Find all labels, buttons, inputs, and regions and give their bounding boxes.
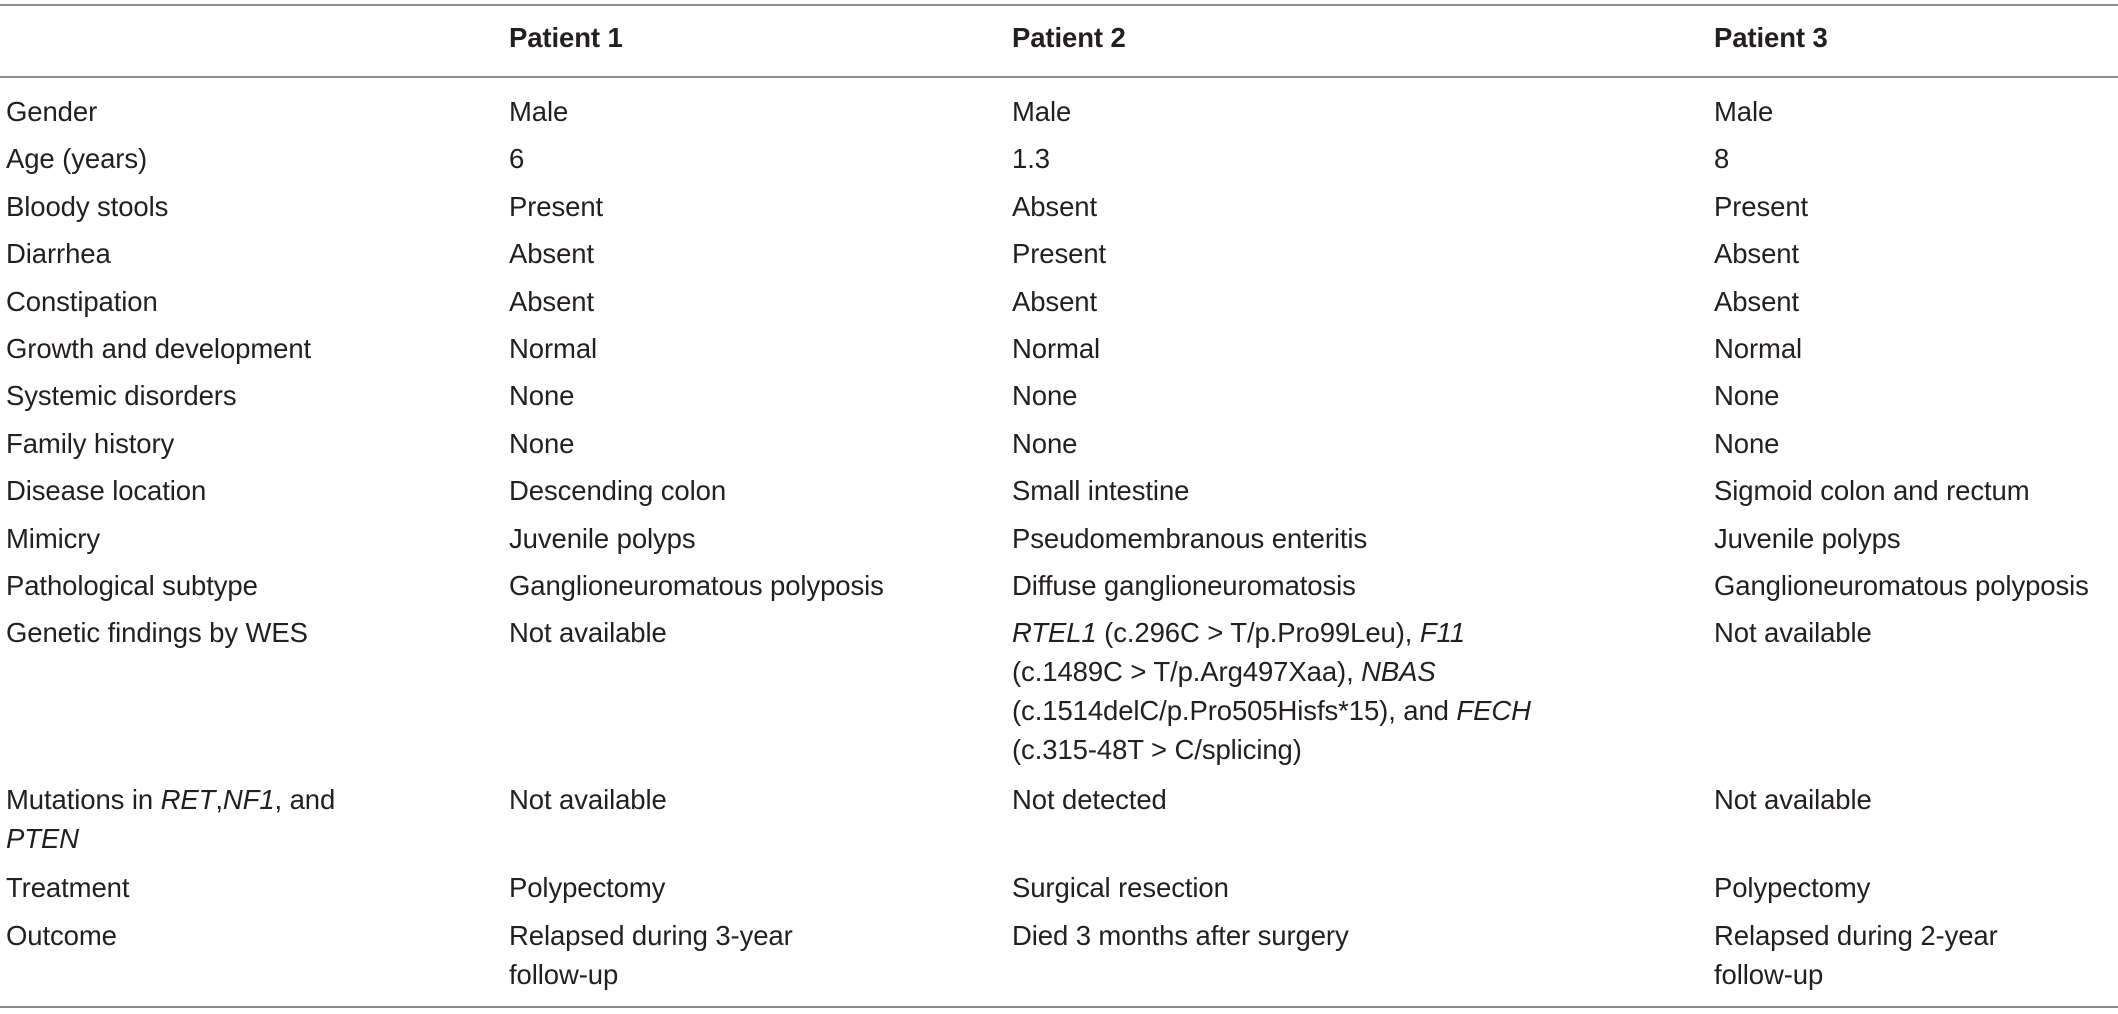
row-label: Bloody stools [6, 191, 169, 222]
gene-name: F11 [1419, 617, 1465, 648]
table-cell: Not detected [1012, 784, 1167, 815]
table-cell: None [1714, 380, 1780, 411]
table-cell [509, 916, 793, 994]
table-header-rule [0, 76, 2118, 78]
table-cell: Surgical resection [1012, 872, 1229, 903]
table-bottom-rule [0, 1006, 2118, 1008]
table-cell: Absent [1012, 191, 1098, 222]
row-label: Disease location [6, 475, 207, 506]
column-header-patient-1: Patient 1 [509, 22, 623, 53]
table-cell: Descending colon [509, 475, 727, 506]
table-cell: Male [1012, 96, 1072, 127]
cell-line: Relapsed during 2-year [1714, 920, 1998, 951]
row-label: Outcome [6, 920, 117, 951]
cell-line: Relapsed during 3-year [509, 920, 793, 951]
table-cell: Not available [509, 784, 667, 815]
row-label: Diarrhea [6, 238, 111, 269]
row-label: Systemic disorders [6, 380, 237, 411]
table-cell: None [1714, 428, 1780, 459]
table-cell: Present [509, 191, 604, 222]
table-cell: Ganglioneuromatous polyposis [1714, 570, 2089, 601]
table-cell: Not available [1714, 784, 1872, 815]
table-cell: Male [509, 96, 569, 127]
column-header-patient-3: Patient 3 [1714, 22, 1828, 53]
table-cell [1714, 916, 1998, 994]
label-text: , and [274, 784, 336, 815]
variant-text: (c.315-48T > C/splicing) [1012, 734, 1302, 765]
table-cell: Died 3 months after surgery [1012, 920, 1349, 951]
row-label: Treatment [6, 872, 130, 903]
table-cell: Normal [1012, 333, 1101, 364]
table-cell: Present [1012, 238, 1107, 269]
table-cell: Polypectomy [509, 872, 666, 903]
gene-name: NBAS [1361, 656, 1436, 687]
table-cell: Absent [1714, 286, 1800, 317]
gene-name: RET [160, 784, 216, 815]
table-cell: None [509, 428, 575, 459]
table-cell: Juvenile polyps [509, 523, 696, 554]
cell-line: follow-up [1714, 959, 1824, 990]
table-cell: Ganglioneuromatous polyposis [509, 570, 884, 601]
table-cell: Not available [509, 617, 667, 648]
table-cell: Absent [509, 238, 595, 269]
cell-line: follow-up [509, 959, 619, 990]
table-cell: Not available [1714, 617, 1872, 648]
table-cell: 8 [1714, 143, 1730, 174]
table-cell: None [509, 380, 575, 411]
table-cell: Absent [1714, 238, 1800, 269]
row-label: Growth and development [6, 333, 312, 364]
table-cell: Absent [1012, 286, 1098, 317]
row-label: Age (years) [6, 143, 148, 174]
table-cell: None [1012, 428, 1078, 459]
table-cell: Small intestine [1012, 475, 1190, 506]
row-label: Family history [6, 428, 175, 459]
gene-name: PTEN [6, 823, 79, 854]
label-text: Mutations in [6, 784, 161, 815]
gene-name: RTEL1 [1012, 617, 1097, 648]
table-cell: Male [1714, 96, 1774, 127]
row-label: Genetic findings by WES [6, 617, 308, 648]
table-cell: Absent [509, 286, 595, 317]
table-cell: Normal [1714, 333, 1803, 364]
table-cell: Diffuse ganglioneuromatosis [1012, 570, 1356, 601]
table-cell: Sigmoid colon and rectum [1714, 475, 2030, 506]
row-label: Constipation [6, 286, 158, 317]
table-cell: Polypectomy [1714, 872, 1871, 903]
variant-text: (c.1514delC/p.Pro505Hisfs*15), and [1012, 695, 1457, 726]
variant-text: (c.1489C > T/p.Arg497Xaa), [1012, 656, 1362, 687]
table-cell: Juvenile polyps [1714, 523, 1901, 554]
row-label: Gender [6, 96, 98, 127]
table-cell: Pseudomembranous enteritis [1012, 523, 1368, 554]
table-cell: Normal [509, 333, 598, 364]
label-text: , [215, 784, 223, 815]
row-label: Pathological subtype [6, 570, 258, 601]
genetic-findings-cell [1012, 613, 1531, 769]
table-cell: Present [1714, 191, 1809, 222]
row-label [6, 780, 335, 858]
column-header-patient-2: Patient 2 [1012, 22, 1126, 53]
row-label: Mimicry [6, 523, 100, 554]
table-cell: None [1012, 380, 1078, 411]
table-cell: 1.3 [1012, 143, 1050, 174]
variant-text: (c.296C > T/p.Pro99Leu), [1096, 617, 1420, 648]
table-top-rule [0, 4, 2118, 6]
table-cell: 6 [509, 143, 525, 174]
gene-name: NF1 [222, 784, 275, 815]
gene-name: FECH [1456, 695, 1531, 726]
